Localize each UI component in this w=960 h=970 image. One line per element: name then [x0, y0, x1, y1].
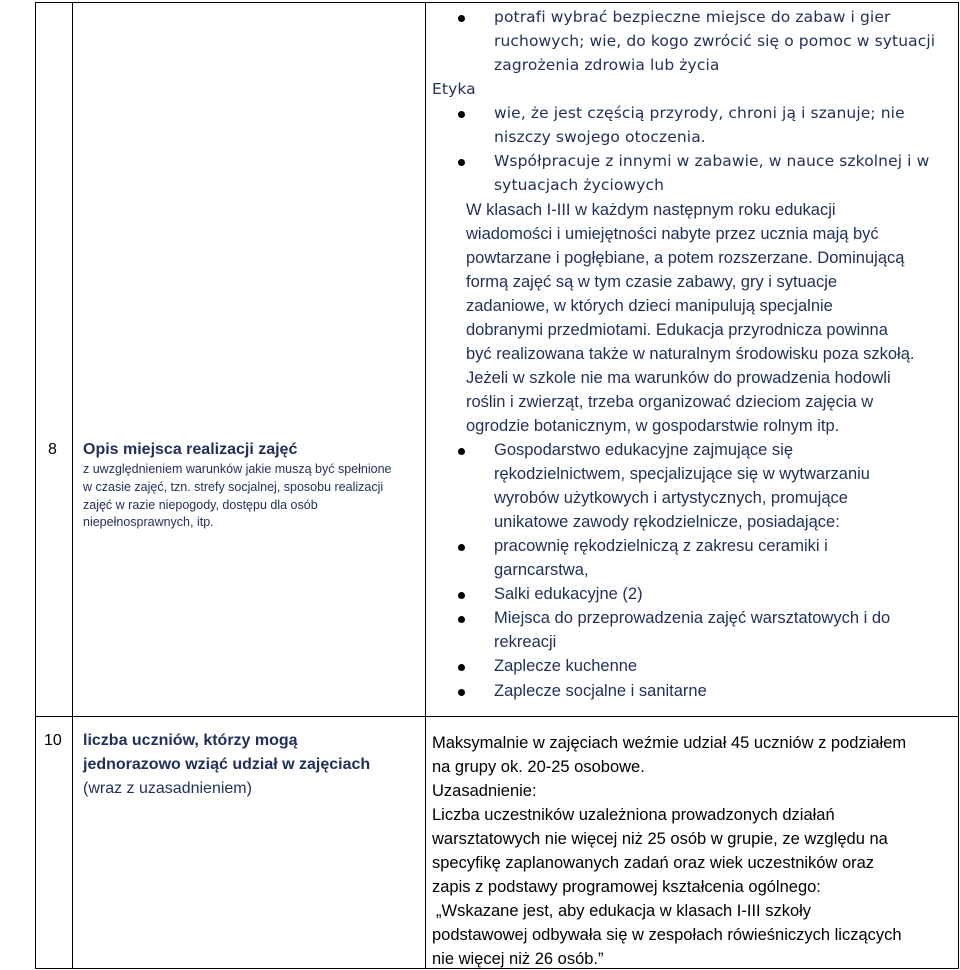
bullet-line: pracownię rękodzielniczą z zakresu ceramiki i [494, 537, 828, 555]
description-line: niepełnosprawnych, itp. [83, 515, 214, 529]
bullet-line: Współpracuje z innymi w zabawie, w nauce szkolnej i w [494, 152, 930, 170]
content-line: Maksymalnie w zajęciach weźmie udział 45 uczniów z podziałem [432, 734, 907, 752]
column-divider-number [72, 2, 73, 969]
table-border-top [35, 2, 959, 3]
bullet-icon [458, 616, 465, 623]
row-10-subtitle: (wraz z uzasadnieniem) [83, 780, 252, 797]
paragraph-line: formą zajęć są w tym czasie zabawy, gry i sytuacje [466, 273, 838, 291]
bullet-line: wie, że jest częścią przyrody, chroni ją i szanuje; nie [494, 104, 905, 122]
content-line: Uzasadnienie: [432, 782, 537, 800]
column-divider-content [425, 2, 426, 969]
bullet-line: niszczy swojego otoczenia. [494, 128, 706, 146]
content-line: Liczba uczestników uzależniona prowadzonych działań [432, 806, 835, 824]
table-border-bottom [35, 968, 959, 969]
bullet-icon [458, 159, 465, 166]
bullet-line: unikatowe zawody rękodzielnicze, posiadające: [494, 513, 840, 531]
paragraph-line: być realizowana także w naturalnym środowisku poza szkołą. [466, 345, 915, 363]
bullet-line: sytuacjach życiowych [494, 176, 665, 194]
bullet-line: Zaplecze socjalne i sanitarne [494, 682, 707, 700]
bullet-icon [458, 15, 465, 22]
bullet-line: ruchowych; wie, do kogo zwrócić się o pomoc w sytuacji [494, 32, 936, 50]
content-line: nie więcej niż 26 osób.” [432, 950, 604, 968]
bullet-line: Salki edukacyjne (2) [494, 585, 643, 603]
content-line: podstawowej odbywała się w zespołach rówieśniczych liczących [432, 926, 902, 944]
row-8-number: 8 [48, 441, 57, 458]
bullet-line: rękodzielnictwem, specjalizujące się w wytwarzaniu [494, 465, 870, 483]
paragraph-line: zadaniowe, w których dzieci manipulują specjalnie [466, 297, 833, 315]
description-line: z uwzględnieniem warunków jakie muszą być spełnione [83, 462, 392, 476]
bullet-icon [458, 689, 465, 696]
paragraph-line: dobranymi przedmiotami. Edukacja przyrodnicza powinna [466, 321, 888, 339]
bullet-line: Gospodarstwo edukacyjne zajmujące się [494, 441, 793, 459]
table-border-left [35, 2, 36, 969]
etyka-label: Etyka [432, 80, 476, 98]
paragraph-line: W klasach I-III w każdym następnym roku edukacji [466, 201, 836, 219]
paragraph-line: roślin i zwierząt, trzeba organizować dzieciom zajęcia w [466, 393, 874, 411]
description-line: zajęć w razie niepogody, dostępu dla osób [83, 498, 318, 512]
bullet-icon [458, 664, 465, 671]
bullet-line: Miejsca do przeprowadzenia zajęć warsztatowych i do [494, 609, 891, 627]
row-8-title: Opis miejsca realizacji zajęć [83, 441, 298, 458]
content-line: na grupy ok. 20-25 osobowe. [432, 758, 645, 776]
row-10-title-line: liczba uczniów, którzy mogą [83, 732, 298, 749]
bullet-line: zagrożenia zdrowia lub życia [494, 56, 720, 74]
bullet-line: garncarstwa, [494, 561, 589, 579]
content-line: zapis z podstawy programowej kształcenia ogólnego: [432, 878, 821, 896]
paragraph-line: ogrodzie botanicznym, w gospodarstwie rolnym itp. [466, 417, 840, 435]
bullet-icon [458, 592, 465, 599]
row-10-number: 10 [44, 732, 62, 749]
bullet-line: rekreacji [494, 633, 557, 651]
paragraph-line: Jeżeli w szkole nie ma warunków do prowadzenia hodowli [466, 369, 891, 387]
paragraph-line: wiadomości i umiejętności nabyte przez ucznia mają być [466, 225, 879, 243]
content-line: warsztatowych nie więcej niż 25 osób w grupie, ze względu na [432, 830, 888, 848]
row-divider [35, 716, 959, 717]
content-line: specyfikę zaplanowanych zadań oraz wiek uczestników oraz [432, 854, 875, 872]
description-line: w czasie zajęć, tzn. strefy socjalnej, sposobu realizacji [83, 480, 384, 494]
bullet-icon [458, 544, 465, 551]
row-10-title-line: jednorazowo wziąć udział w zajęciach [83, 756, 371, 773]
bullet-line: Zaplecze kuchenne [494, 657, 638, 675]
content-line: „Wskazane jest, aby edukacja w klasach I-III szkoły [436, 902, 812, 920]
bullet-icon [458, 111, 465, 118]
paragraph-line: powtarzane i pogłębiane, a potem rozszerzane. Dominującą [466, 249, 905, 267]
table-border-right [958, 2, 959, 969]
bullet-line: potrafi wybrać bezpieczne miejsce do zabaw i gier [494, 8, 891, 26]
bullet-icon [458, 448, 465, 455]
bullet-line: wyrobów użytkowych i artystycznych, promujące [494, 489, 848, 507]
